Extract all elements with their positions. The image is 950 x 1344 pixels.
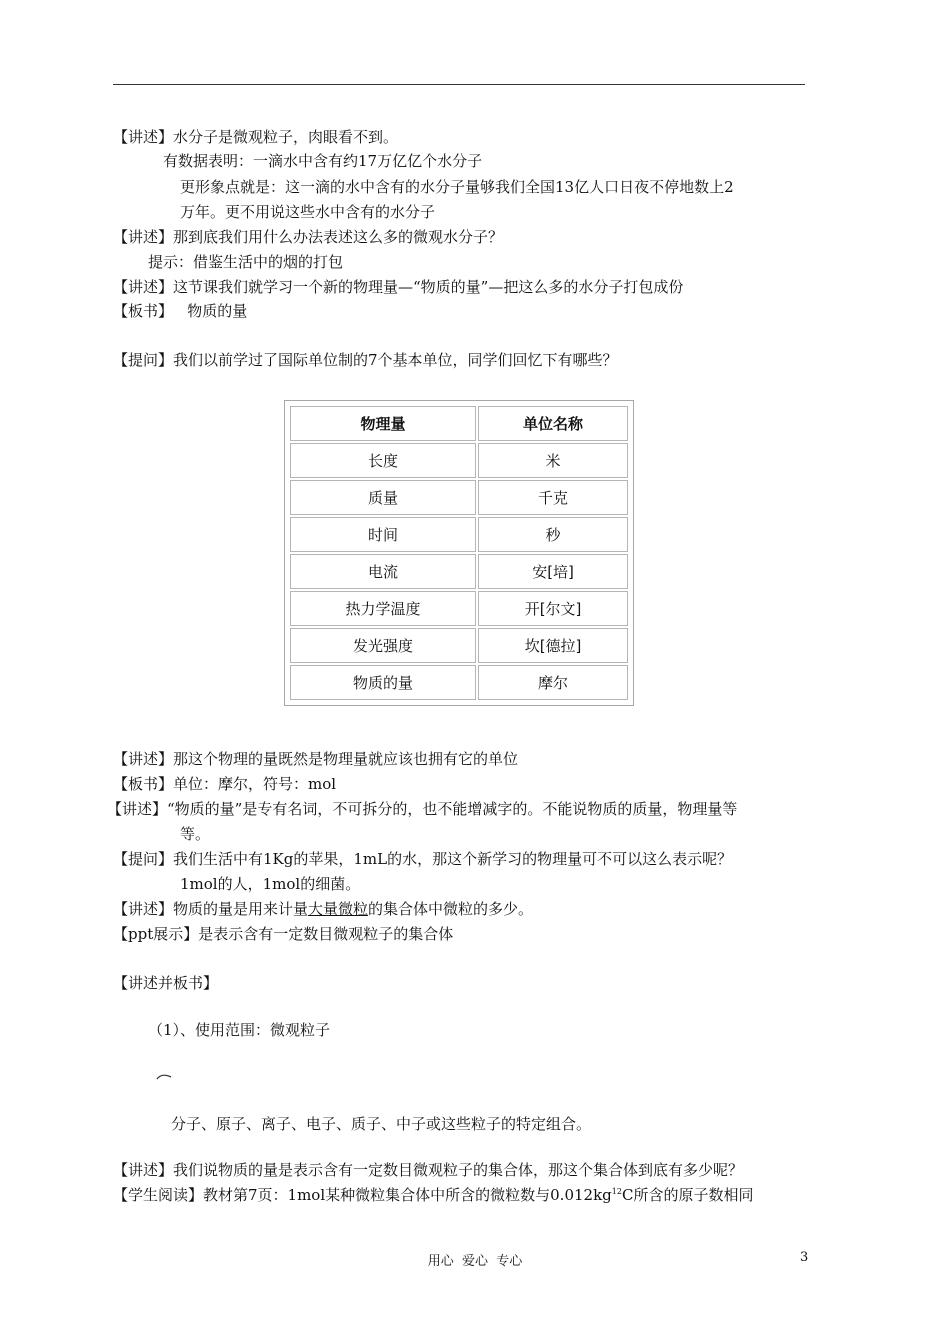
text-line: 【提问】我们生活中有1Kg的苹果，1mL的水，那这个新学习的物理量可不可以这么表示呢？ <box>113 850 733 868</box>
text-line: 分子、原子、离子、电子、质子、中子或这些粒子的特定组合。 <box>171 1115 592 1133</box>
table-cell: 坎[德拉] <box>478 628 628 663</box>
table-cell: 秒 <box>478 517 628 552</box>
text-line: 【板书】单位：摩尔，符号：mol <box>113 775 337 793</box>
table-cell: 安[培] <box>478 554 628 589</box>
text-line: 提示：借鉴生活中的烟的打包 <box>148 253 344 271</box>
table-row <box>290 591 628 626</box>
text-segment: C所含的原子数相同 <box>621 1186 754 1204</box>
text-line: 【讲述并板书】 <box>113 974 219 992</box>
text-line: 【讲述】那到底我们用什么办法表述这么多的微观水分子？ <box>113 228 504 246</box>
text-segment: 【讲述】物质的量是用来计量 <box>113 900 309 918</box>
text-line: 有数据表明：一滴水中含有约17万亿亿个水分子 <box>163 152 483 170</box>
superscript: 12 <box>611 1187 622 1196</box>
table-cell: 热力学温度 <box>290 591 476 626</box>
table-row <box>290 517 628 552</box>
text-line <box>113 899 533 919</box>
page-number: 3 <box>800 1250 809 1265</box>
table-cell: 质量 <box>290 480 476 515</box>
table-header-row <box>290 406 628 441</box>
table-row <box>290 628 628 663</box>
table-header-cell: 物理量 <box>290 406 476 441</box>
table-row <box>290 480 628 515</box>
text-line: 【讲述】那这个物理的量既然是物理量就应该也拥有它的单位 <box>113 750 519 768</box>
underlined-text: 大量微粒 <box>308 900 369 918</box>
text-segment: 【学生阅读】教材第7页：1mol某种微粒集合体中所含的微粒数与0.012kg <box>113 1186 612 1204</box>
text-line: 【ppt展示】是表示含有一定数目微观粒子的集合体 <box>113 925 454 943</box>
table-row <box>290 554 628 589</box>
table-header-cell: 单位名称 <box>478 406 628 441</box>
table-cell: 摩尔 <box>478 665 628 700</box>
table-cell: 物质的量 <box>290 665 476 700</box>
table-cell: 发光强度 <box>290 628 476 663</box>
text-line: 【讲述】我们说物质的量是表示含有一定数目微观粒子的集合体，那这个集合体到底有多少呢？ <box>113 1161 744 1179</box>
text-segment: 的集合体中微粒的多少。 <box>368 900 534 918</box>
header-rule <box>113 84 805 85</box>
table-cell: 米 <box>478 443 628 478</box>
table-cell: 长度 <box>290 443 476 478</box>
text-line: 【讲述】水分子是微观粒子，肉眼看不到。 <box>113 128 399 146</box>
table-cell: 电流 <box>290 554 476 589</box>
si-units-table <box>284 400 634 706</box>
table-cell: 时间 <box>290 517 476 552</box>
text-line: 【板书】 物质的量 <box>113 302 248 320</box>
text-line: 【讲述】这节课我们就学习一个新的物理量—“物质的量”—把这么多的水分子打包成份 <box>113 278 684 296</box>
table-row <box>290 443 628 478</box>
text-line: 1mol的人，1mol的细菌。 <box>180 875 361 893</box>
text-line: 等。 <box>180 825 211 843</box>
text-line: （1）、使用范围：微观粒子 <box>148 1021 331 1039</box>
footer-motto: 用心 爱心 专心 <box>427 1254 523 1269</box>
text-line: 更形象点就是：这一滴的水中含有的水分子量够我们全国13亿人口日夜不停地数上2 <box>180 178 734 196</box>
text-line: 万年。更不用说这些水中含有的水分子 <box>180 203 436 221</box>
text-line: 【提问】我们以前学过了国际单位制的7个基本单位，同学们回忆下有哪些？ <box>113 351 618 369</box>
text-line <box>113 1185 753 1205</box>
table-cell: 开[尔文] <box>478 591 628 626</box>
table-row <box>290 665 628 700</box>
text-line: 【讲述】“物质的量”是专有名词，不可拆分的，也不能增减字的。不能说物质的质量，物理量等 <box>107 800 738 818</box>
table-cell: 千克 <box>478 480 628 515</box>
handwritten-mark <box>156 1074 172 1080</box>
